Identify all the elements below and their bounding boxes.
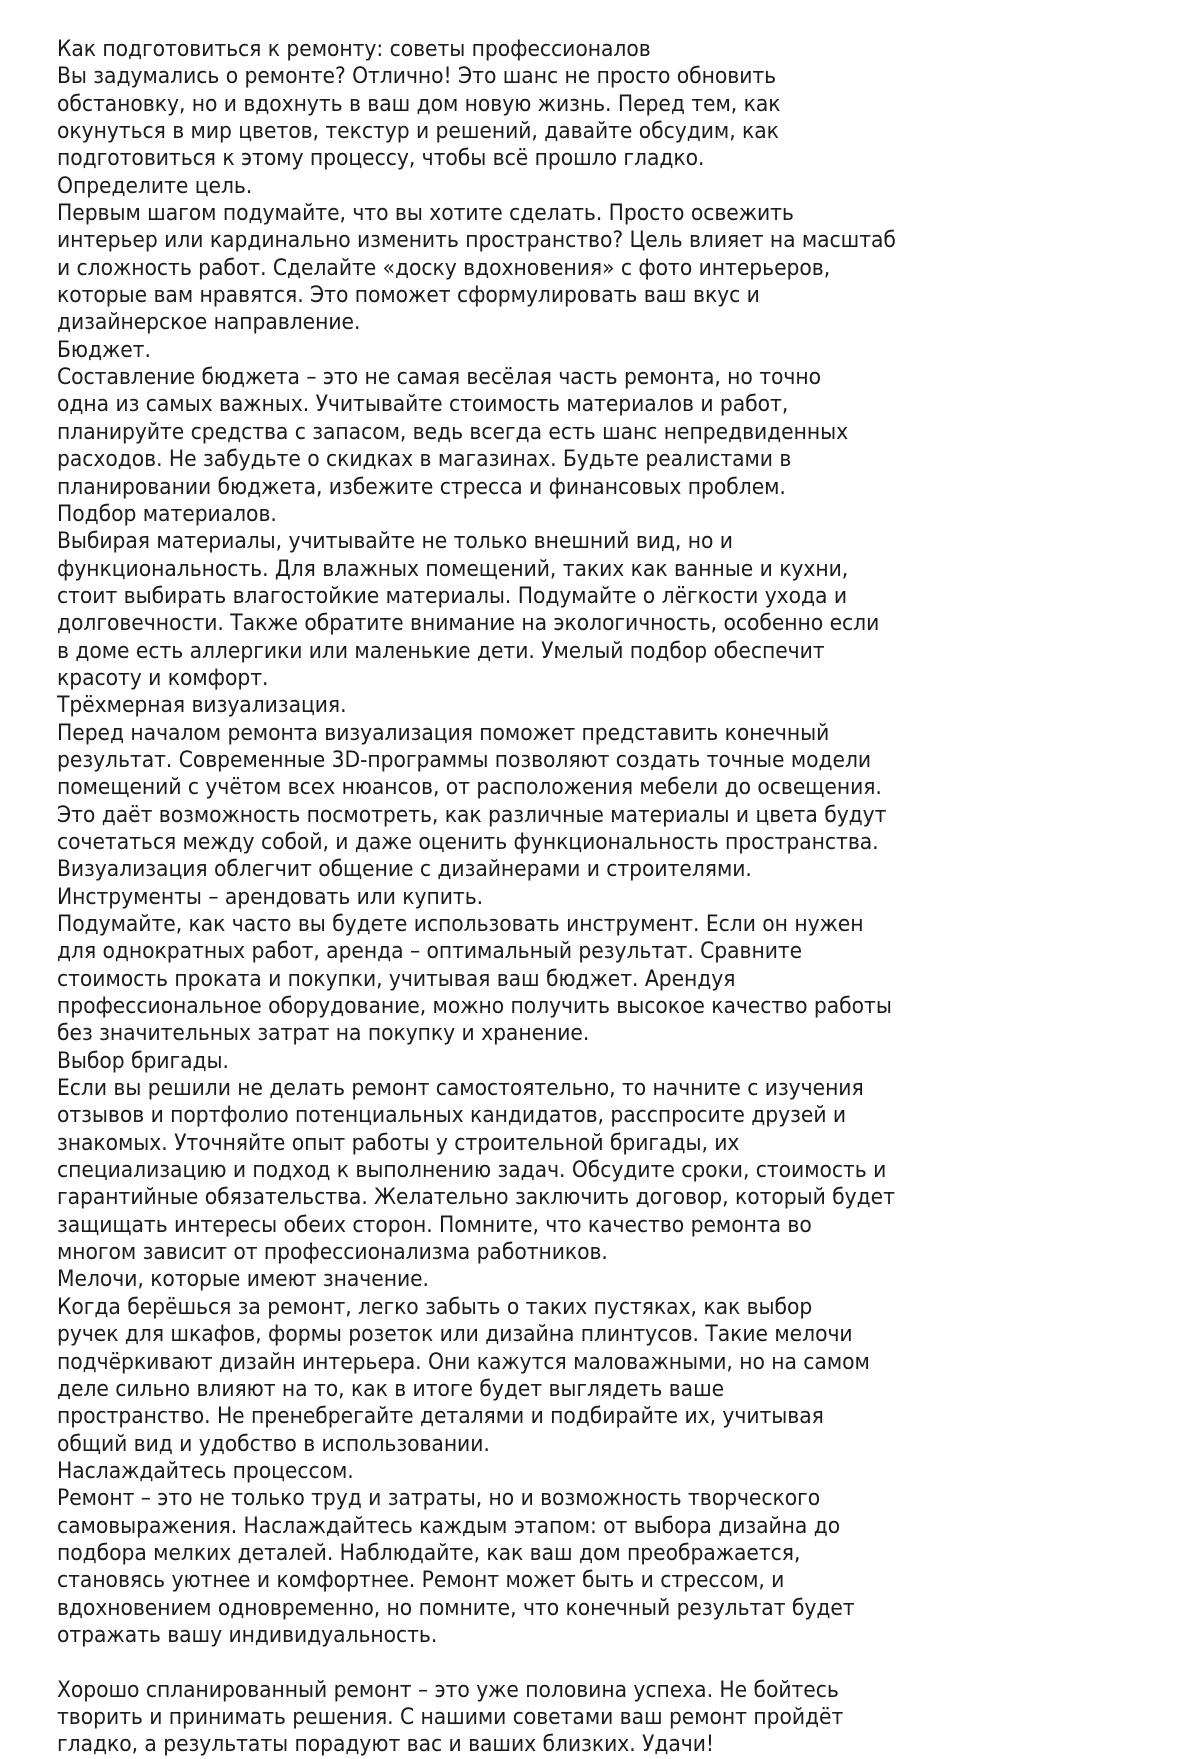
text-line: Подбор материалов. xyxy=(57,500,277,527)
text-line: одна из самых важных. Учитывайте стоимость материалов и работ, xyxy=(57,391,789,418)
text-line: без значительных затрат на покупку и хранение. xyxy=(57,1020,590,1047)
text-line: стоит выбирать влагостойкие материалы. Подумайте о лёгкости ухода и xyxy=(57,582,848,609)
text-line: гарантийные обязательства. Желательно заключить договор, который будет xyxy=(57,1184,895,1211)
text-line: функциональность. Для влажных помещений, таких как ванные и кухни, xyxy=(57,555,849,582)
text-line: деле сильно влияют на то, как в итоге будет выглядеть ваше xyxy=(57,1375,725,1402)
text-line: Ремонт – это не только труд и затраты, но и возможность творческого xyxy=(57,1485,821,1512)
text-line: Определите цель. xyxy=(57,172,253,199)
text-line: для однократных работ, аренда – оптимальный результат. Сравните xyxy=(57,938,803,965)
text-line: в доме есть аллергики или маленькие дети. Умелый подбор обеспечит xyxy=(57,637,825,664)
text-line: многом зависит от профессионализма работников. xyxy=(57,1239,608,1266)
text-line: Перед началом ремонта визуализация поможет представить конечный xyxy=(57,719,830,746)
text-line: планировании бюджета, избежите стресса и финансовых проблем. xyxy=(57,473,786,500)
text-line: Подумайте, как часто вы будете использовать инструмент. Если он нужен xyxy=(57,911,864,937)
document-title-line: Как подготовиться к ремонту: советы профессионалов xyxy=(57,36,651,62)
text-line: пространство. Не пренебрегайте деталями и подбирайте их, учитывая xyxy=(57,1403,824,1430)
text-line: долговечности. Также обратите внимание на экологичность, особенно если xyxy=(57,610,880,637)
text-line: защищать интересы обеих сторон. Помните, что качество ремонта во xyxy=(57,1211,812,1238)
text-line: обстановку, но и вдохнуть в ваш дом новую жизнь. Перед тем, как xyxy=(57,90,781,117)
text-line: Мелочи, которые имеют значение. xyxy=(57,1266,429,1293)
text-line: интерьер или кардинально изменить пространство? Цель влияет на масштаб xyxy=(57,227,896,254)
text-line: гладко, а результаты порадуют вас и ваших близких. Удачи! xyxy=(57,1731,714,1758)
text-line: подготовиться к этому процессу, чтобы всё прошло гладко. xyxy=(57,145,705,172)
text-line: помещений с учётом всех нюансов, от расположения мебели до освещения. xyxy=(57,774,882,801)
text-line: Визуализация облегчит общение с дизайнерами и строителями. xyxy=(57,856,752,883)
text-line: становясь уютнее и комфортнее. Ремонт может быть и стрессом, и xyxy=(57,1567,785,1594)
text-line: стоимость проката и покупки, учитывая ваш бюджет. Арендуя xyxy=(57,965,736,992)
text-line: знакомых. Уточняйте опыт работы у строительной бригады, их xyxy=(57,1129,740,1156)
text-line: дизайнерское направление. xyxy=(57,309,361,336)
text-line: Инструменты – арендовать или купить. xyxy=(57,883,484,910)
text-line: Трёхмерная визуализация. xyxy=(57,692,347,719)
text-line: Выбирая материалы, учитывайте не только внешний вид, но и xyxy=(57,528,733,555)
text-line: подбора мелких деталей. Наблюдайте, как ваш дом преображается, xyxy=(57,1539,801,1566)
text-line: которые вам нравятся. Это поможет сформулировать ваш вкус и xyxy=(57,282,760,309)
text-line: Наслаждайтесь процессом. xyxy=(57,1457,354,1484)
text-line: Первым шагом подумайте, что вы хотите сделать. Просто освежить xyxy=(57,200,794,227)
text-line: окунуться в мир цветов, текстур и решений, давайте обсудим, как xyxy=(57,118,779,145)
text-line: вдохновением одновременно, но помните, что конечный результат будет xyxy=(57,1594,855,1621)
text-line: Это даёт возможность посмотреть, как различные материалы и цвета будут xyxy=(57,801,887,828)
text-line: специализацию и подход к выполнению задач. Обсудите сроки, стоимость и xyxy=(57,1157,887,1184)
text-line: сочетаться между собой, и даже оценить функциональность пространства. xyxy=(57,828,879,855)
text-line: расходов. Не забудьте о скидках в магазинах. Будьте реалистами в xyxy=(57,446,792,473)
text-line: отражать вашу индивидуальность. xyxy=(57,1621,438,1648)
text-line: Вы задумались о ремонте? Отлично! Это шанс не просто обновить xyxy=(57,63,777,90)
text-line: общий вид и удобство в использовании. xyxy=(57,1430,490,1457)
text-line: Если вы решили не делать ремонт самостоятельно, то начните с изучения xyxy=(57,1075,864,1102)
text-line: Выбор бригады. xyxy=(57,1047,229,1074)
text-line: самовыражения. Наслаждайтесь каждым этапом: от выбора дизайна до xyxy=(57,1512,841,1539)
text-line: творить и принимать решения. С нашими советами ваш ремонт пройдёт xyxy=(57,1703,844,1730)
text-line: красоту и комфорт. xyxy=(57,664,269,691)
text-line: Бюджет. xyxy=(57,336,151,363)
text-line: отзывов и портфолио потенциальных кандидатов, расспросите друзей и xyxy=(57,1102,847,1129)
text-line: Составление бюджета – это не самая весёлая часть ремонта, но точно xyxy=(57,364,821,391)
text-line: ручек для шкафов, формы розеток или дизайна плинтусов. Такие мелочи xyxy=(57,1321,853,1348)
document-text-body xyxy=(57,36,1169,1759)
text-line: профессиональное оборудование, можно получить высокое качество работы xyxy=(57,993,892,1020)
text-line: подчёркивают дизайн интерьера. Они кажутся маловажными, но на самом xyxy=(57,1348,870,1375)
text-line: результат. Современные 3D-программы позволяют создать точные модели xyxy=(57,746,872,773)
text-line-blank xyxy=(57,1649,1169,1676)
text-line: Хорошо спланированный ремонт – это уже половина успеха. Не бойтесь xyxy=(57,1676,839,1703)
text-line: и сложность работ. Сделайте «доску вдохновения» с фото интерьеров, xyxy=(57,254,831,281)
text-line: планируйте средства с запасом, ведь всегда есть шанс непредвиденных xyxy=(57,418,849,445)
text-line: Когда берёшься за ремонт, легко забыть о таких пустяках, как выбор xyxy=(57,1293,813,1320)
